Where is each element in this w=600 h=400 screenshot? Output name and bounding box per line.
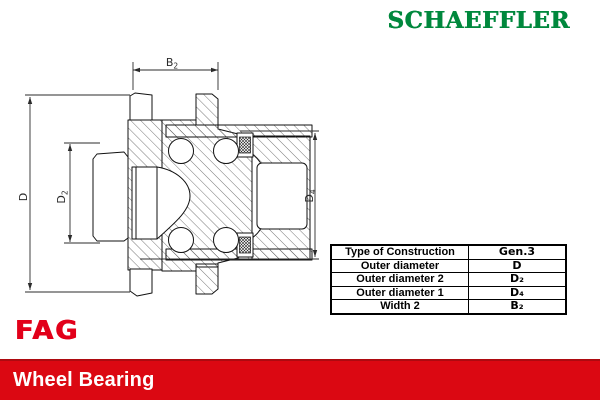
spec-value: D [469,259,567,273]
dim-label-d4: $D_4$ [303,189,318,203]
hub-flange-section [93,93,252,296]
dim-label-d2: $D_2$ [55,190,70,204]
spec-table [330,244,567,315]
table-row [331,300,566,314]
spec-value: D₂ [469,273,567,287]
spec-label: Outer diameter 2 [331,273,469,287]
table-row [331,259,566,273]
product-title: Wheel Bearing [13,369,155,391]
table-row [331,273,566,287]
spec-label: Type of Construction [331,245,469,259]
spec-label: Outer diameter [331,259,469,273]
spec-value: D₄ [469,286,567,300]
schaeffler-logo: SCHAEFFLER [387,7,570,34]
spec-label: Width 2 [331,300,469,314]
footer-banner [0,359,600,400]
dim-label-b2: $B_2$ [165,56,179,71]
fag-logo: FAG [15,316,80,346]
spec-value: B₂ [469,300,567,314]
dim-label-d: D [17,192,30,202]
table-row [331,286,566,300]
table-row [331,245,566,259]
spec-label: Outer diameter 1 [331,286,469,300]
spec-value: Gen.3 [469,245,567,259]
dimension-b2 [133,56,218,90]
wheel-bearing-cross-section-drawing [0,0,340,310]
